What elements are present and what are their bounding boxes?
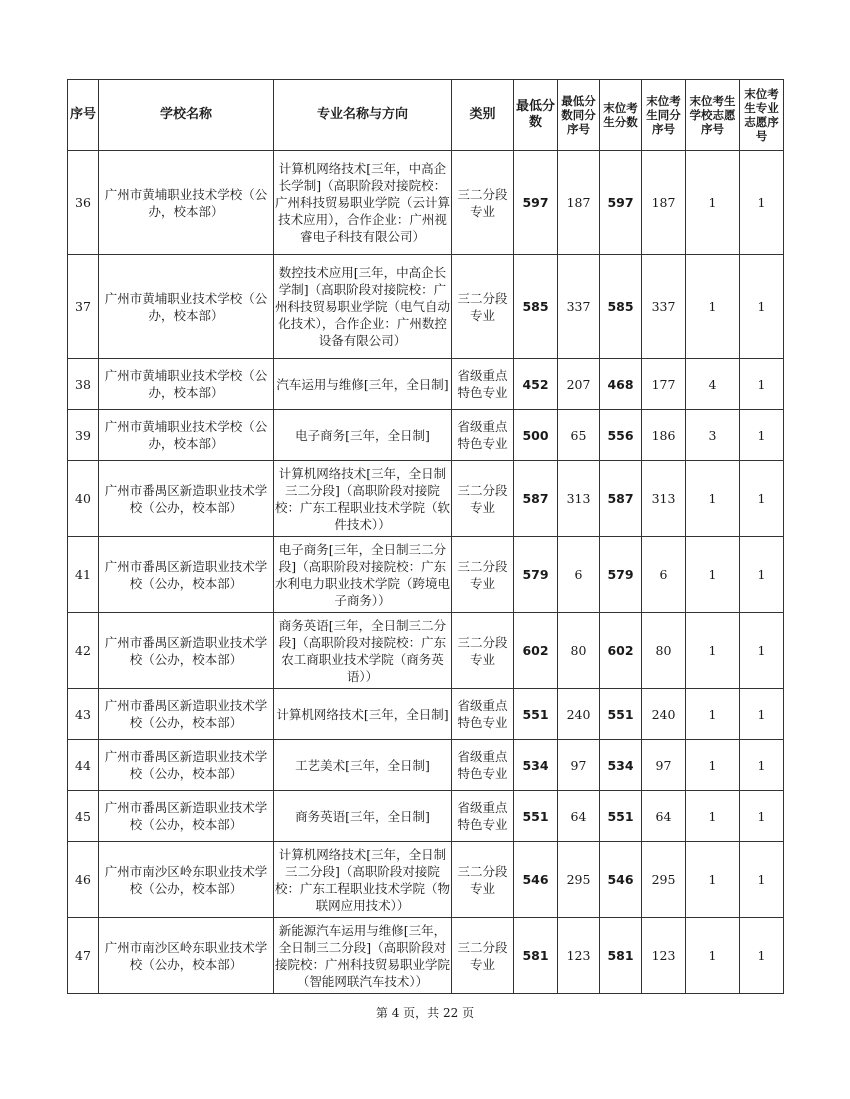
cell-min-score: 500 <box>514 410 558 461</box>
cell-last-rank: 64 <box>642 791 686 842</box>
cell-min-rank: 65 <box>558 410 600 461</box>
cell-major: 新能源汽车运用与维修[三年，全日制三二分段]（高职阶段对接院校：广州科技贸易职业学院（智能网联汽车技术）） <box>274 918 452 994</box>
cell-last-rank: 313 <box>642 461 686 537</box>
cell-school-pref: 1 <box>686 613 740 689</box>
cell-min-rank: 97 <box>558 740 600 791</box>
table-row <box>68 791 784 842</box>
cell-major: 商务英语[三年，全日制] <box>274 791 452 842</box>
cell-school: 广州市番禺区新造职业技术学校（公办，校本部） <box>99 613 274 689</box>
cell-min-score: 597 <box>514 151 558 255</box>
table-row <box>68 151 784 255</box>
cell-min-score: 534 <box>514 740 558 791</box>
cell-last-rank: 177 <box>642 359 686 410</box>
table-row <box>68 689 784 740</box>
cell-school-pref: 1 <box>686 842 740 918</box>
cell-major-pref: 1 <box>740 918 784 994</box>
cell-last-score: 546 <box>600 842 642 918</box>
cell-min-score: 585 <box>514 255 558 359</box>
cell-school-pref: 1 <box>686 918 740 994</box>
header-category: 类别 <box>452 80 514 151</box>
cell-school: 广州市黄埔职业技术学校（公办，校本部） <box>99 151 274 255</box>
cell-school-pref: 1 <box>686 740 740 791</box>
table-row <box>68 359 784 410</box>
cell-school: 广州市番禺区新造职业技术学校（公办，校本部） <box>99 461 274 537</box>
cell-major: 数控技术应用[三年，中高企长学制]（高职阶段对接院校：广州科技贸易职业学院（电气自动化技术），合作企业：广州数控设备有限公司） <box>274 255 452 359</box>
cell-min-rank: 6 <box>558 537 600 613</box>
cell-min-score: 452 <box>514 359 558 410</box>
cell-last-score: 581 <box>600 918 642 994</box>
cell-last-score: 579 <box>600 537 642 613</box>
cell-last-score: 556 <box>600 410 642 461</box>
cell-no: 37 <box>68 255 99 359</box>
cell-category: 省级重点特色专业 <box>452 359 514 410</box>
cell-major-pref: 1 <box>740 537 784 613</box>
cell-last-rank: 240 <box>642 689 686 740</box>
cell-category: 三二分段专业 <box>452 255 514 359</box>
cell-no: 42 <box>68 613 99 689</box>
cell-no: 36 <box>68 151 99 255</box>
cell-no: 45 <box>68 791 99 842</box>
cell-last-rank: 97 <box>642 740 686 791</box>
cell-major-pref: 1 <box>740 151 784 255</box>
cell-major-pref: 1 <box>740 791 784 842</box>
cell-major: 电子商务[三年，全日制三二分段]（高职阶段对接院校：广东水利电力职业技术学院（跨境电子商务）） <box>274 537 452 613</box>
cell-no: 47 <box>68 918 99 994</box>
cell-min-score: 587 <box>514 461 558 537</box>
cell-min-rank: 80 <box>558 613 600 689</box>
cell-min-score: 551 <box>514 689 558 740</box>
cell-min-score: 579 <box>514 537 558 613</box>
cell-major: 商务英语[三年，全日制三二分段]（高职阶段对接院校：广东农工商职业技术学院（商务英语）） <box>274 613 452 689</box>
header-min-rank: 最低分数同分序号 <box>558 80 600 151</box>
cell-min-rank: 187 <box>558 151 600 255</box>
cell-school: 广州市番禺区新造职业技术学校（公办，校本部） <box>99 689 274 740</box>
cell-min-rank: 313 <box>558 461 600 537</box>
header-no: 序号 <box>68 80 99 151</box>
header-school-pref: 末位考生学校志愿序号 <box>686 80 740 151</box>
table-row <box>68 740 784 791</box>
cell-no: 41 <box>68 537 99 613</box>
cell-no: 43 <box>68 689 99 740</box>
cell-category: 省级重点特色专业 <box>452 740 514 791</box>
cell-major: 工艺美术[三年，全日制] <box>274 740 452 791</box>
cell-school: 广州市番禺区新造职业技术学校（公办，校本部） <box>99 537 274 613</box>
cell-last-score: 597 <box>600 151 642 255</box>
cell-major: 计算机网络技术[三年，中高企长学制]（高职阶段对接院校：广州科技贸易职业学院（云计算技术应用），合作企业：广州视睿电子科技有限公司） <box>274 151 452 255</box>
cell-major-pref: 1 <box>740 740 784 791</box>
table-row <box>68 461 784 537</box>
cell-last-rank: 187 <box>642 151 686 255</box>
header-min-score: 最低分数 <box>514 80 558 151</box>
cell-category: 三二分段专业 <box>452 613 514 689</box>
cell-last-score: 587 <box>600 461 642 537</box>
cell-last-rank: 186 <box>642 410 686 461</box>
table-row <box>68 613 784 689</box>
cell-no: 40 <box>68 461 99 537</box>
cell-major-pref: 1 <box>740 613 784 689</box>
table-row <box>68 410 784 461</box>
cell-major-pref: 1 <box>740 359 784 410</box>
cell-category: 省级重点特色专业 <box>452 410 514 461</box>
cell-last-rank: 337 <box>642 255 686 359</box>
cell-last-score: 534 <box>600 740 642 791</box>
cell-last-rank: 295 <box>642 842 686 918</box>
cell-school-pref: 1 <box>686 537 740 613</box>
cell-major: 计算机网络技术[三年，全日制] <box>274 689 452 740</box>
cell-major: 计算机网络技术[三年，全日制三二分段]（高职阶段对接院校：广东工程职业技术学院（物联网应用技术）） <box>274 842 452 918</box>
cell-min-rank: 207 <box>558 359 600 410</box>
cell-min-score: 602 <box>514 613 558 689</box>
cell-min-score: 546 <box>514 842 558 918</box>
cell-major-pref: 1 <box>740 255 784 359</box>
cell-school: 广州市番禺区新造职业技术学校（公办，校本部） <box>99 740 274 791</box>
cell-min-score: 581 <box>514 918 558 994</box>
cell-min-rank: 295 <box>558 842 600 918</box>
cell-last-score: 551 <box>600 689 642 740</box>
cell-category: 省级重点特色专业 <box>452 791 514 842</box>
cell-no: 38 <box>68 359 99 410</box>
cell-school: 广州市黄埔职业技术学校（公办，校本部） <box>99 410 274 461</box>
cell-category: 三二分段专业 <box>452 151 514 255</box>
cell-school: 广州市南沙区岭东职业技术学校（公办，校本部） <box>99 842 274 918</box>
cell-school: 广州市南沙区岭东职业技术学校（公办，校本部） <box>99 918 274 994</box>
cell-last-score: 585 <box>600 255 642 359</box>
cell-major: 计算机网络技术[三年，全日制三二分段]（高职阶段对接院校：广东工程职业技术学院（软件技术）） <box>274 461 452 537</box>
header-major-pref: 末位考生专业志愿序号 <box>740 80 784 151</box>
cell-category: 三二分段专业 <box>452 918 514 994</box>
cell-min-rank: 240 <box>558 689 600 740</box>
cell-major-pref: 1 <box>740 689 784 740</box>
admission-scores-table <box>67 79 784 994</box>
table-row <box>68 842 784 918</box>
header-row <box>68 80 784 151</box>
cell-school-pref: 1 <box>686 151 740 255</box>
cell-min-rank: 337 <box>558 255 600 359</box>
cell-category: 三二分段专业 <box>452 461 514 537</box>
cell-last-score: 602 <box>600 613 642 689</box>
cell-last-score: 551 <box>600 791 642 842</box>
page-footer: 第 4 页，共 22 页 <box>375 1006 475 1020</box>
cell-major-pref: 1 <box>740 461 784 537</box>
cell-major-pref: 1 <box>740 410 784 461</box>
cell-category: 三二分段专业 <box>452 842 514 918</box>
cell-major-pref: 1 <box>740 842 784 918</box>
cell-min-score: 551 <box>514 791 558 842</box>
header-last-rank: 末位考生同分序号 <box>642 80 686 151</box>
table-row <box>68 918 784 994</box>
cell-category: 省级重点特色专业 <box>452 689 514 740</box>
cell-school: 广州市黄埔职业技术学校（公办，校本部） <box>99 255 274 359</box>
header-last-score: 末位考生分数 <box>600 80 642 151</box>
cell-no: 46 <box>68 842 99 918</box>
table-row <box>68 255 784 359</box>
cell-school-pref: 1 <box>686 255 740 359</box>
cell-last-score: 468 <box>600 359 642 410</box>
cell-no: 39 <box>68 410 99 461</box>
cell-last-rank: 80 <box>642 613 686 689</box>
cell-min-rank: 123 <box>558 918 600 994</box>
cell-last-rank: 6 <box>642 537 686 613</box>
cell-last-rank: 123 <box>642 918 686 994</box>
cell-major: 电子商务[三年，全日制] <box>274 410 452 461</box>
cell-school-pref: 3 <box>686 410 740 461</box>
cell-school-pref: 4 <box>686 359 740 410</box>
header-school: 学校名称 <box>99 80 274 151</box>
cell-major: 汽车运用与维修[三年，全日制] <box>274 359 452 410</box>
cell-min-rank: 64 <box>558 791 600 842</box>
table-row <box>68 537 784 613</box>
cell-school: 广州市番禺区新造职业技术学校（公办，校本部） <box>99 791 274 842</box>
cell-category: 三二分段专业 <box>452 537 514 613</box>
header-major: 专业名称与方向 <box>274 80 452 151</box>
cell-no: 44 <box>68 740 99 791</box>
cell-school-pref: 1 <box>686 689 740 740</box>
cell-school: 广州市黄埔职业技术学校（公办，校本部） <box>99 359 274 410</box>
cell-school-pref: 1 <box>686 461 740 537</box>
cell-school-pref: 1 <box>686 791 740 842</box>
